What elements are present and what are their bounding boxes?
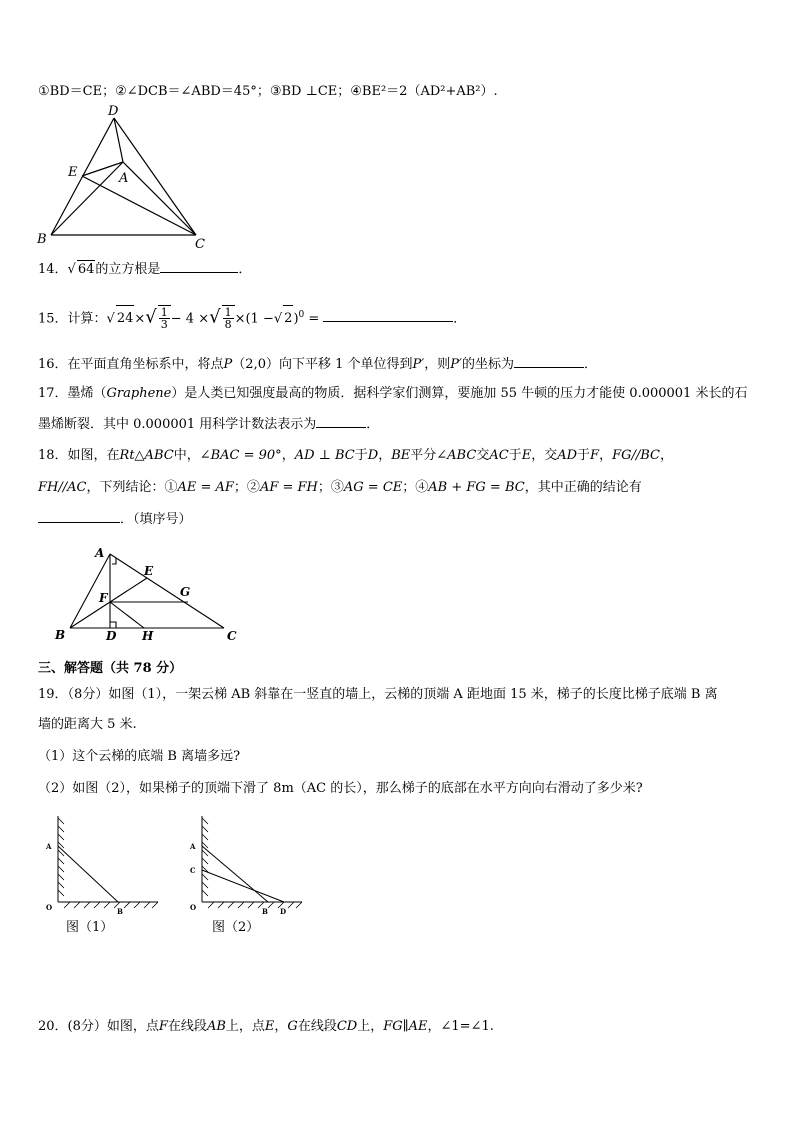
svg-text:O: O <box>190 903 197 912</box>
svg-text:H: H <box>142 629 154 643</box>
q19-fig1-caption: 图（1） <box>66 920 114 935</box>
q18-line1: 18．如图，在Rt△ABC中，∠BAC = 90°，AD ⊥ BC于D，BE平分∠ABC交AC于E，交AD于F，FG//BC， <box>38 448 673 463</box>
q13-label-D: D <box>108 104 119 119</box>
svg-text:O: O <box>46 903 53 912</box>
q19-line2: 墙的距离大 5 米. <box>38 717 137 732</box>
q19-fig2-caption: 图（2） <box>212 920 260 935</box>
q18-line3: ．（填序号） <box>38 510 192 529</box>
q18-line2: FH//AC，下列结论：①AE = AF；②AF = FH；③AG = CE；④AB + FG = BC，其中正确的结论有 <box>38 480 642 495</box>
q13-label-B: B <box>37 232 47 247</box>
q20: 20．(8分）如图，点F在线段AB上，点E，G在线段CD上，FG∥AE，∠1=∠1. <box>38 1019 494 1034</box>
svg-text:D: D <box>106 629 117 643</box>
svg-text:A: A <box>46 842 52 851</box>
svg-text:D: D <box>280 907 287 916</box>
q14: 14．√ 64的立方根是 ． <box>38 262 252 277</box>
section3-title: 三、解答题（共 78 分） <box>38 661 183 676</box>
q19-figure2 <box>184 814 314 939</box>
svg-text:B: B <box>262 907 268 916</box>
q18-figure <box>50 544 250 644</box>
q16: 16．在平面直角坐标系中，将点P（2,0）向下平移 1 个单位得到P′，则P′的坐标为 ． <box>38 357 597 372</box>
svg-text:E: E <box>144 564 154 578</box>
q17-answer-blank[interactable] <box>316 415 366 428</box>
q13-line-EC <box>82 176 196 235</box>
q15-answer-blank[interactable] <box>323 309 453 322</box>
svg-text:F: F <box>99 591 108 605</box>
svg-text:C: C <box>227 629 237 643</box>
svg-text:G: G <box>180 585 191 599</box>
q14-radicand: 64 <box>77 262 95 277</box>
q13-line-BA <box>51 162 123 235</box>
q14-answer-blank[interactable] <box>160 260 238 273</box>
q18-answer-blank[interactable] <box>38 510 120 523</box>
svg-text:C: C <box>190 866 196 875</box>
q17-line1: 17．墨烯（Graphene）是人类已知强度最高的物质．据科学家们测算，要施加 55 牛顿的压力才能使 0.000001 米长的石 <box>38 386 748 401</box>
q13-figure <box>30 104 220 250</box>
svg-text:A: A <box>190 842 196 851</box>
q19-sub1: （1）这个云梯的底端 B 离墙多远? <box>38 749 241 764</box>
q13-conclusions: ①BD＝CE；②∠DCB＝∠ABD＝45°；③BD ⊥CE；④BE²＝2（AD²+AB²）. <box>38 84 498 99</box>
q19-figure1 <box>40 814 170 939</box>
q17-line2: 墨烯断裂．其中 0.000001 用科学计数法表示为 ． <box>38 417 380 432</box>
q13-line-AC <box>123 162 196 235</box>
q13-label-C: C <box>195 237 205 250</box>
svg-text:A: A <box>95 546 105 560</box>
q15: 15．计算：√ 24×√ $\frac{1}{3}$ − 4 ×√ $\frac{1}{8}$ ×(1 −√ 2)$^0$ = ． <box>38 306 467 332</box>
q19-line1: 19．（8分）如图（1），一架云梯 AB 斜靠在一竖直的墙上，云梯的顶端 A 距地面 15 米，梯子的长度比梯子底端 B 离 <box>38 687 718 702</box>
q19-sub2: （2）如图（2），如果梯子的顶端下滑了 8m（AC 的长），那么梯子的底部在水平方向向右滑动了多少米? <box>38 781 643 796</box>
q13-label-A: A <box>119 171 129 186</box>
q16-answer-blank[interactable] <box>514 355 584 368</box>
svg-text:B: B <box>55 628 66 642</box>
svg-text:B: B <box>117 907 123 916</box>
q13-label-E: E <box>68 165 78 180</box>
